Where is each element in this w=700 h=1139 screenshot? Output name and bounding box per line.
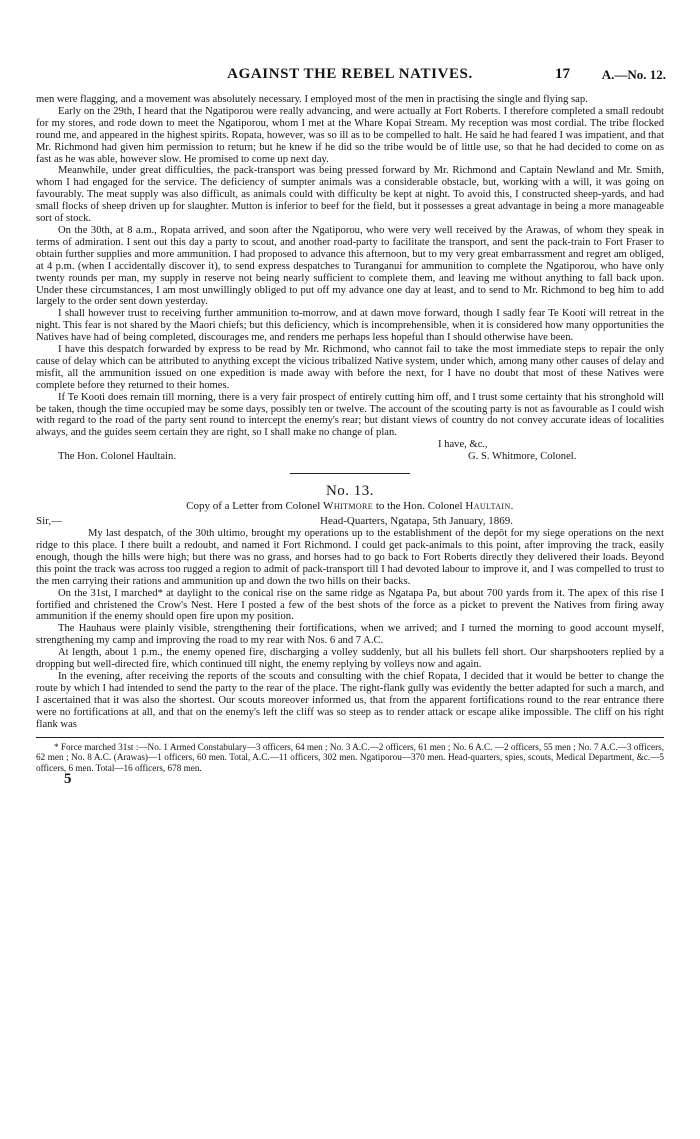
paragraph: Meanwhile, under great difficulties, the pack-transport was being pressed forward by Mr. Richmond and Captain Newland and Mr. Smith, whom I had engaged for the service. The deficiency of sumpter animals was a considerable obstacle, but, working with a will, it was going on favourably. The meat supply was also difficult, as animals could with difficulty be kept at night. To avoid this, I constructed sheep-yards, and had small flocks of sheep driven up for slaughter. Mutton is inferior to beef for the field, but it possesses a great advantage in being a more manageable sort of stock. xyxy=(36,165,664,225)
paragraph: men were flagging, and a movement was absolutely necessary. I employed most of the men in practising the single and flying sap. xyxy=(36,94,588,105)
signature-mark: 5 xyxy=(64,771,72,788)
salutation: Sir,— xyxy=(36,515,63,528)
header-document-ref: A.—No. 12. xyxy=(601,67,666,82)
signature: G. S. Whitmore, Colonel. xyxy=(468,451,577,463)
paragraph: I shall however trust to receiving further ammunition to-morrow, and at dawn move forward, though I sadly fear Te Kooti will retreat in the night. This fear is not shared by the Maori chiefs; but this deficiency, which is incomprehensible, when it is considered how many opportunities the Natives have had of being completed, discourages me, and renders me perhaps less hopeful than I should otherwise have been. xyxy=(36,308,664,344)
signature-line xyxy=(36,451,664,463)
paragraph: My last despatch, of the 30th ultimo, brought my operations up to the establishment of the depôt for my siege operations on the next ridge to this place. I there built a redoubt, and named it Fort Richmond. I could get pack-animals to this point, after improving the track, easily enough, though the hills were high; but there was no grass, and horses had to go back to Fort Roberts directly they delivered their loads. Beyond this point the track was across too rugged a region to admit of pack-transport till I had devoted labour to improve it, and I was compelled to trust to the men carrying their rations and ammunition up and down the two hills on their backs. xyxy=(36,528,664,587)
letter-from-name: Whitmore xyxy=(323,500,374,513)
footnote-rule xyxy=(36,737,664,738)
letter-title-mid: to the Hon. Colonel xyxy=(375,500,463,513)
letter-title xyxy=(36,501,664,513)
letter-to-name: Haultain. xyxy=(465,500,514,513)
page-body xyxy=(36,94,664,786)
paragraph: On the 30th, at 8 a.m., Ropata arrived, and soon after the Ngatiporou, who were very well received by the Arawas, of whom they speak in terms of admiration. I sent out this day a party to scout, and another road-party to facilitate the transport, and sent the pack-train to Fort Fraser to obtain further supplies and more ammunition. I had proposed to advance this afternoon, but to my very great embarrassment and regret am obliged, at 4 p.m. (when I accidentally discover it), to send express despatches to Turanganui for ammunition to complete the Ngatiporou, who have only twenty rounds per man, my supply in reserve not being nearly sufficient to complete them, and leaving me without anything to fall back upon. Under these circumstances, I am most unwillingly obliged to put off my advance one day at least, and to send to Mr. Richmond to beg him to add largely to the order sent down yesterday. xyxy=(36,224,664,308)
paragraph: The Hauhaus were plainly visible, strengthening their fortifications, when we arrived; and I turned the morning to good account myself, strengthening my camp and improving the road to my rear with Nos. 6 and 7 A.C. xyxy=(36,623,664,647)
running-header xyxy=(36,66,664,88)
header-title: AGAINST THE REBEL NATIVES. xyxy=(227,66,473,82)
closing-line xyxy=(36,439,664,451)
paragraph: In the evening, after receiving the reports of the scouts and consulting with the chief Ropata, I decided that it would be better to change the route by which I had intended to send the party to the rear of the place. The right-flank gully was evidently the better adapted for such a march, and I ascertained that it was also the shortest. Our scouts moreover informed us, that from the apparent fortifications round to the rear entrance there were no fortifications at all, and that on the enemy's left the cliff was so steep as to render attack or escape alike impossible. The cliff on his right flank was xyxy=(36,670,664,730)
paragraph: At length, about 1 p.m., the enemy opened fire, discharging a volley suddenly, but all his bullets fell short. Our sharpshooters replied by a dropping but well-directed fire, which continued till night, the enemy replying by volleys now and again. xyxy=(36,647,664,671)
letter-number: No. 13. xyxy=(325,483,375,500)
paragraph: On the 31st, I marched* at daylight to the conical rise on the same ridge as Ngatapa Pa, but about 700 yards from it. The apex of this rise I fortified and christened the Crow's Nest. Here I posted a few of the best shots of the force as a picket to prevent the Natives from firing away ammunition if the enemy should open fire upon my position. xyxy=(36,587,664,623)
salutation-line xyxy=(36,515,664,528)
paragraph: Early on the 29th, I heard that the Ngatiporou were really advancing, and were actually at Fort Roberts. I therefore completed a small redoubt for my stores, and rode down to meet the Ngatiporou, whom I met at the Whare Kopai Stream. My reception was most cordial. The tribe flocked round me, and appeared in the highest spirits. Ropata, however, was so ill as to be compelled to halt. He said he had feared I was impatient, and that Mr. Richmond had given him permission to return; but he knew if he did so the tribe would be of little use, so that he had decided to come on as fast as he was able, however slow. He promised to come up next day. xyxy=(36,105,664,165)
footnote: * Force marched 31st :—No. 1 Armed Constabulary—3 officers, 64 men ; No. 3 A.C.—2 officers, 61 men ; No. 6 A.C. —2 officers, 55 men ; No. 7 A.C.—3 officers, 62 men ; No. 8 A.C. (Arawas)—1 officers, 60 men. Total, A.C.—11 officers, 302 men. Ngatiporou—370 men. Head-quarters, spies, scouts, Medical Department, &c.—5 officers, 6 men. Total—16 officers, 678 men. xyxy=(36,741,664,773)
addressee: The Hon. Colonel Haultain. xyxy=(58,451,176,463)
paragraph: I have this despatch forwarded by express to be read by Mr. Richmond, who cannot fail to take the most immediate steps to repair the only cause of delay which can be attributed to anything except the vicious tribalized Native system, under which, among many other causes of delay and misfit, all the ammunition issued on one expedition is made away with before the next, for I have no doubt that most of these Natives were complete before they returned to their homes. xyxy=(36,344,664,391)
paragraph: If Te Kooti does remain till morning, there is a very fair prospect of entirely cutting him off, and I trust some certainty that his stronghold will be taken, though the time occupied may be some days, possibly ten or twelve. The account of the scouting party is not as favourable as I could wish with regard to the road of the party sent round to intercept the enemy's rear; but distant views of country do not convey accurate ideas of localities always, and the guides seem certain they are right, so I shall make no change of plan. xyxy=(36,391,664,439)
section-divider xyxy=(290,473,410,474)
closing-formula: I have, &c., xyxy=(438,439,488,451)
letter-title-prefix: Copy of a Letter from Colonel xyxy=(186,500,321,513)
header-page-number: 17 xyxy=(555,66,570,82)
place-date: Head-Quarters, Ngatapa, 5th January, 1869. xyxy=(320,515,513,528)
